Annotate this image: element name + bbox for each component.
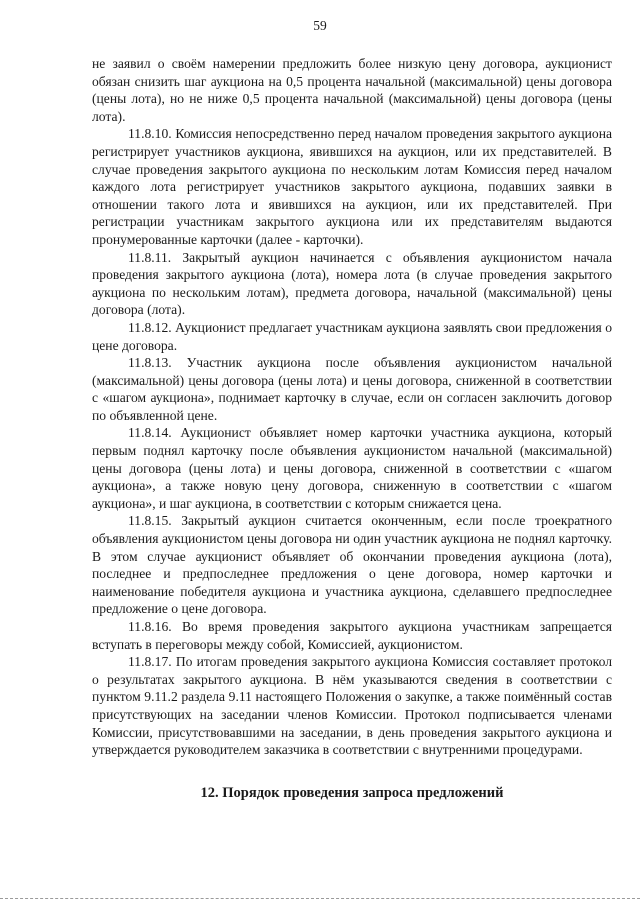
paragraph-11-8-15: 11.8.15. Закрытый аукцион считается оконченным, если после троекратного объявления аукционистом цены договора ни один участник аукциона не поднял карточку. В этом случае аукционист объявляет об окончании проведения аукциона (лота), последнее и предпоследнее предложения о цене договора, номер карточки и наименование победителя аукциона и участника аукциона, сделавшего предпоследнее предложение о цене договора. xyxy=(92,513,612,617)
section-heading: 12. Порядок проведения запроса предложений xyxy=(200,784,504,801)
document-body xyxy=(92,55,612,802)
paragraph-11-8-10: 11.8.10. Комиссия непосредственно перед началом проведения закрытого аукциона регистрирует участников аукциона, явившихся на аукцион, или их представителей. В случае проведения закрытого аукциона по нескольким лотам Комиссия перед началом каждого лота регистрирует участников закрытого аукциона, подавших заявки в отношении такого лота и явившихся на аукцион, или их представителей. При регистрации участникам закрытого аукциона или их представителям выдаются пронумерованные карточки (далее - карточки). xyxy=(92,126,612,247)
paragraph-11-8-17: 11.8.17. По итогам проведения закрытого аукциона Комиссия составляет протокол о результатах закрытого аукциона. В нём указываются сведения в соответствии с пунктом 9.11.2 раздела 9.11 настоящего Положения о закупке, а также поимённый состав присутствующих на заседании членов Комиссии. Протокол подписывается членами Комиссии, присутствовавшими на заседании, в день проведения закрытого аукциона и утверждается руководителем заказчика в соответствии с внутренними процедурами. xyxy=(92,654,612,758)
scan-edge-line xyxy=(0,898,640,901)
paragraph-11-8-16: 11.8.16. Во время проведения закрытого аукциона участникам запрещается вступать в переговоры между собой, Комиссией, аукционистом. xyxy=(92,619,612,652)
paragraph-11-8-12: 11.8.12. Аукционист предлагает участникам аукциона заявлять свои предложения о цене договора. xyxy=(92,319,612,353)
paragraph-11-8-11: 11.8.11. Закрытый аукцион начинается с объявления аукционистом начала проведения закрытого аукциона (лота), номера лота (в случае проведения закрытого аукциона по нескольким лотам), предмета договора, начальной (максимальной) цены договора (лота). xyxy=(92,249,612,318)
paragraph-11-8-13: 11.8.13. Участник аукциона после объявления аукционистом начальной (максимальной) цены договора (цены лота) и цены договора, сниженной в соответствии с «шагом аукциона», поднимает карточку в случае, если он согласен заключить договор по объявленной цене. xyxy=(92,355,612,423)
paragraph-11-8-14: 11.8.14. Аукционист объявляет номер карточки участника аукциона, который первым поднял карточку после объявления аукционистом начальной (максимальной) цены договора (цены лота) и цены договора, сниженной в соответствии с «шагом аукциона», а также новую цену договора, сниженную в соответствии с «шагом аукциона», и шаг аукциона, в соответствии с которым снижается цена. xyxy=(92,425,612,511)
paragraph-continuation: не заявил о своём намерении предложить более низкую цену договора, аукционист обязан снизить шаг аукциона на 0,5 процента начальной (максимальной) цены договора (цены лота), но не ниже 0,5 процента начальной (максимальной) цены договора (цены лота). xyxy=(92,56,612,124)
page-number: 59 xyxy=(313,18,327,33)
